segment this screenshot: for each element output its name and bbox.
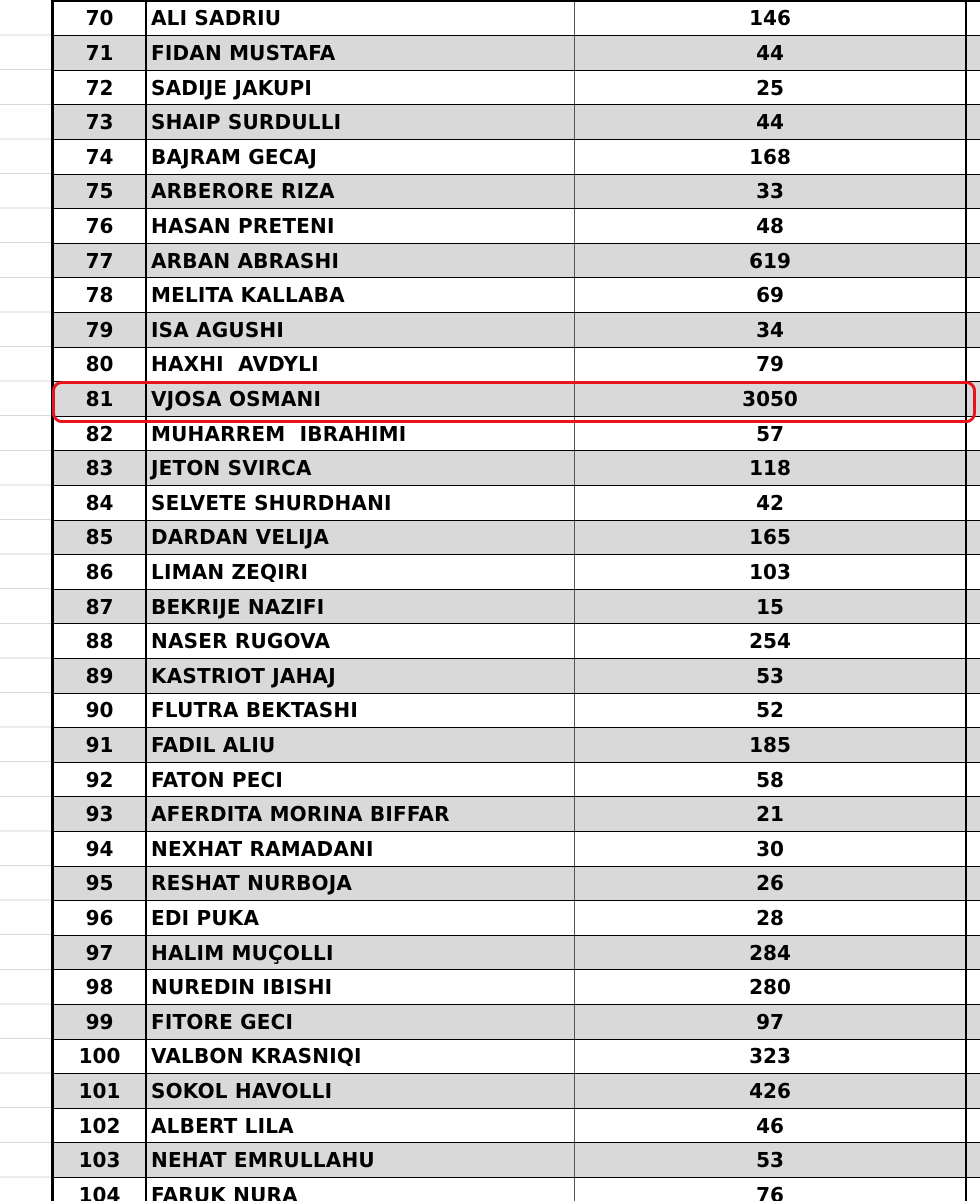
candidate-number-cell[interactable]: 79 xyxy=(54,313,147,347)
votes-cell[interactable]: 619 xyxy=(575,244,967,278)
votes-cell[interactable]: 52 xyxy=(575,694,967,728)
candidate-number-cell[interactable]: 96 xyxy=(54,901,147,935)
candidate-number-cell[interactable]: 88 xyxy=(54,624,147,658)
candidate-number-cell[interactable]: 81 xyxy=(54,382,147,416)
empty-cell[interactable] xyxy=(967,1178,980,1201)
table-row[interactable] xyxy=(54,36,980,71)
table-row[interactable] xyxy=(54,244,980,279)
candidate-number-cell[interactable]: 91 xyxy=(54,728,147,762)
empty-cell[interactable] xyxy=(967,36,980,70)
table-row[interactable] xyxy=(54,659,980,694)
candidate-number-cell[interactable]: 97 xyxy=(54,936,147,970)
votes-cell[interactable]: 185 xyxy=(575,728,967,762)
table-row[interactable] xyxy=(54,1040,980,1075)
empty-cell[interactable] xyxy=(967,175,980,209)
votes-cell[interactable]: 323 xyxy=(575,1040,967,1074)
votes-cell[interactable]: 44 xyxy=(575,36,967,70)
candidate-number-cell[interactable]: 74 xyxy=(54,140,147,174)
table-row[interactable] xyxy=(54,1074,980,1109)
votes-cell[interactable]: 76 xyxy=(575,1178,967,1201)
candidate-name-cell[interactable]: FATON PECI xyxy=(147,763,575,797)
candidate-name-cell[interactable]: NEXHAT RAMADANI xyxy=(147,832,575,866)
empty-cell[interactable] xyxy=(967,970,980,1004)
votes-cell[interactable]: 79 xyxy=(575,348,967,382)
candidate-number-cell[interactable]: 76 xyxy=(54,209,147,243)
table-row[interactable] xyxy=(54,105,980,140)
candidate-name-cell[interactable]: MELITA KALLABA xyxy=(147,278,575,312)
table-row[interactable] xyxy=(54,970,980,1005)
empty-cell[interactable] xyxy=(967,624,980,658)
candidate-name-cell[interactable]: MUHARREM IBRAHIMI xyxy=(147,417,575,451)
votes-cell[interactable]: 15 xyxy=(575,590,967,624)
empty-cell[interactable] xyxy=(967,71,980,105)
votes-cell[interactable]: 53 xyxy=(575,659,967,693)
candidate-number-cell[interactable]: 98 xyxy=(54,970,147,1004)
votes-cell[interactable]: 28 xyxy=(575,901,967,935)
table-row[interactable] xyxy=(54,1178,980,1201)
candidate-name-cell[interactable]: NUREDIN IBISHI xyxy=(147,970,575,1004)
empty-cell[interactable] xyxy=(967,901,980,935)
candidate-number-cell[interactable]: 102 xyxy=(54,1109,147,1143)
candidate-name-cell[interactable]: FITORE GECI xyxy=(147,1005,575,1039)
empty-cell[interactable] xyxy=(967,209,980,243)
candidate-number-cell[interactable]: 78 xyxy=(54,278,147,312)
candidate-name-cell[interactable]: EDI PUKA xyxy=(147,901,575,935)
table-row[interactable] xyxy=(54,209,980,244)
table-row[interactable] xyxy=(54,797,980,832)
votes-cell[interactable]: 103 xyxy=(575,555,967,589)
votes-cell[interactable]: 46 xyxy=(575,1109,967,1143)
candidate-number-cell[interactable]: 90 xyxy=(54,694,147,728)
candidate-number-cell[interactable]: 100 xyxy=(54,1040,147,1074)
candidate-name-cell[interactable]: SOKOL HAVOLLI xyxy=(147,1074,575,1108)
table-row[interactable] xyxy=(54,1005,980,1040)
votes-cell[interactable]: 168 xyxy=(575,140,967,174)
table-row[interactable] xyxy=(54,555,980,590)
candidate-name-cell[interactable]: HAXHI AVDYLI xyxy=(147,348,575,382)
table-row[interactable] xyxy=(54,140,980,175)
votes-cell[interactable]: 44 xyxy=(575,105,967,139)
candidate-name-cell[interactable]: ARBAN ABRASHI xyxy=(147,244,575,278)
candidate-name-cell[interactable]: KASTRIOT JAHAJ xyxy=(147,659,575,693)
table-row[interactable] xyxy=(54,763,980,798)
empty-cell[interactable] xyxy=(967,451,980,485)
table-row[interactable] xyxy=(54,728,980,763)
empty-cell[interactable] xyxy=(967,659,980,693)
empty-cell[interactable] xyxy=(967,797,980,831)
votes-cell[interactable]: 33 xyxy=(575,175,967,209)
candidate-number-cell[interactable]: 85 xyxy=(54,521,147,555)
candidate-number-cell[interactable]: 92 xyxy=(54,763,147,797)
candidate-name-cell[interactable]: SADIJE JAKUPI xyxy=(147,71,575,105)
candidate-name-cell[interactable]: BEKRIJE NAZIFI xyxy=(147,590,575,624)
table-row[interactable] xyxy=(54,521,980,556)
votes-cell[interactable]: 48 xyxy=(575,209,967,243)
empty-cell[interactable] xyxy=(967,417,980,451)
candidate-name-cell[interactable]: FLUTRA BEKTASHI xyxy=(147,694,575,728)
table-row[interactable] xyxy=(54,624,980,659)
candidate-name-cell[interactable]: VALBON KRASNIQI xyxy=(147,1040,575,1074)
candidate-number-cell[interactable]: 99 xyxy=(54,1005,147,1039)
table-row[interactable] xyxy=(54,867,980,902)
candidate-name-cell[interactable]: HASAN PRETENI xyxy=(147,209,575,243)
table-row[interactable] xyxy=(54,451,980,486)
empty-cell[interactable] xyxy=(967,278,980,312)
empty-cell[interactable] xyxy=(967,348,980,382)
table-row[interactable] xyxy=(54,901,980,936)
candidate-name-cell[interactable]: SHAIP SURDULLI xyxy=(147,105,575,139)
candidate-number-cell[interactable]: 101 xyxy=(54,1074,147,1108)
candidate-name-cell[interactable]: ALBERT LILA xyxy=(147,1109,575,1143)
empty-cell[interactable] xyxy=(967,728,980,762)
candidate-name-cell[interactable]: SELVETE SHURDHANI xyxy=(147,486,575,520)
votes-cell[interactable]: 58 xyxy=(575,763,967,797)
candidate-number-cell[interactable]: 93 xyxy=(54,797,147,831)
empty-cell[interactable] xyxy=(967,694,980,728)
votes-cell[interactable]: 280 xyxy=(575,970,967,1004)
empty-column-gutter[interactable] xyxy=(0,0,52,1201)
candidate-name-cell[interactable]: ISA AGUSHI xyxy=(147,313,575,347)
empty-cell[interactable] xyxy=(967,1143,980,1177)
table-row[interactable] xyxy=(54,486,980,521)
candidate-name-cell[interactable]: RESHAT NURBOJA xyxy=(147,867,575,901)
votes-cell[interactable]: 165 xyxy=(575,521,967,555)
votes-cell[interactable]: 57 xyxy=(575,417,967,451)
empty-cell[interactable] xyxy=(967,867,980,901)
empty-cell[interactable] xyxy=(967,936,980,970)
table-row-highlighted[interactable] xyxy=(54,382,980,417)
votes-cell[interactable]: 284 xyxy=(575,936,967,970)
candidate-name-cell[interactable]: FARUK NURA xyxy=(147,1178,575,1201)
table-row[interactable] xyxy=(54,348,980,383)
votes-cell[interactable]: 69 xyxy=(575,278,967,312)
candidate-number-cell[interactable]: 84 xyxy=(54,486,147,520)
candidate-name-cell[interactable]: FIDAN MUSTAFA xyxy=(147,36,575,70)
candidate-number-cell[interactable]: 77 xyxy=(54,244,147,278)
votes-cell[interactable]: 426 xyxy=(575,1074,967,1108)
table-row[interactable] xyxy=(54,936,980,971)
candidate-name-cell[interactable]: LIMAN ZEQIRI xyxy=(147,555,575,589)
candidate-name-cell[interactable]: AFERDITA MORINA BIFFAR xyxy=(147,797,575,831)
candidate-name-cell[interactable]: ALI SADRIU xyxy=(147,2,575,36)
candidate-number-cell[interactable]: 73 xyxy=(54,105,147,139)
votes-cell[interactable]: 25 xyxy=(575,71,967,105)
candidate-number-cell[interactable]: 89 xyxy=(54,659,147,693)
table-row[interactable] xyxy=(54,313,980,348)
candidate-number-cell[interactable]: 71 xyxy=(54,36,147,70)
candidate-number-cell[interactable]: 103 xyxy=(54,1143,147,1177)
empty-cell[interactable] xyxy=(967,555,980,589)
candidate-number-cell[interactable]: 86 xyxy=(54,555,147,589)
empty-cell[interactable] xyxy=(967,1074,980,1108)
table-row[interactable] xyxy=(54,175,980,210)
candidate-number-cell[interactable]: 80 xyxy=(54,348,147,382)
votes-cell[interactable]: 254 xyxy=(575,624,967,658)
candidate-name-cell[interactable]: DARDAN VELIJA xyxy=(147,521,575,555)
votes-cell[interactable]: 3050 xyxy=(575,382,967,416)
table-row[interactable] xyxy=(54,590,980,625)
candidate-name-cell[interactable]: FADIL ALIU xyxy=(147,728,575,762)
candidate-name-cell[interactable]: ARBERORE RIZA xyxy=(147,175,575,209)
candidate-name-cell[interactable]: HALIM MUÇOLLI xyxy=(147,936,575,970)
empty-cell[interactable] xyxy=(967,832,980,866)
empty-cell[interactable] xyxy=(967,313,980,347)
candidate-name-cell[interactable]: VJOSA OSMANI xyxy=(147,382,575,416)
empty-cell[interactable] xyxy=(967,2,980,36)
candidate-number-cell[interactable]: 104 xyxy=(54,1178,147,1201)
votes-cell[interactable]: 34 xyxy=(575,313,967,347)
votes-cell[interactable]: 21 xyxy=(575,797,967,831)
table-row[interactable] xyxy=(54,278,980,313)
votes-cell[interactable]: 42 xyxy=(575,486,967,520)
votes-cell[interactable]: 146 xyxy=(575,2,967,36)
votes-cell[interactable]: 30 xyxy=(575,832,967,866)
votes-cell[interactable]: 53 xyxy=(575,1143,967,1177)
candidate-number-cell[interactable]: 83 xyxy=(54,451,147,485)
empty-cell[interactable] xyxy=(967,486,980,520)
votes-cell[interactable]: 118 xyxy=(575,451,967,485)
candidate-name-cell[interactable]: NASER RUGOVA xyxy=(147,624,575,658)
candidate-name-cell[interactable]: JETON SVIRCA xyxy=(147,451,575,485)
candidate-number-cell[interactable]: 75 xyxy=(54,175,147,209)
empty-cell[interactable] xyxy=(967,382,980,416)
empty-cell[interactable] xyxy=(967,1005,980,1039)
votes-cell[interactable]: 97 xyxy=(575,1005,967,1039)
table-row[interactable] xyxy=(54,832,980,867)
empty-cell[interactable] xyxy=(967,763,980,797)
candidate-number-cell[interactable]: 82 xyxy=(54,417,147,451)
table-row[interactable] xyxy=(54,1143,980,1178)
empty-cell[interactable] xyxy=(967,244,980,278)
empty-cell[interactable] xyxy=(967,140,980,174)
candidate-name-cell[interactable]: BAJRAM GECAJ xyxy=(147,140,575,174)
candidate-number-cell[interactable]: 95 xyxy=(54,867,147,901)
candidate-number-cell[interactable]: 94 xyxy=(54,832,147,866)
empty-cell[interactable] xyxy=(967,521,980,555)
empty-cell[interactable] xyxy=(967,590,980,624)
candidate-number-cell[interactable]: 87 xyxy=(54,590,147,624)
table-row[interactable] xyxy=(54,2,980,37)
empty-cell[interactable] xyxy=(967,105,980,139)
empty-cell[interactable] xyxy=(967,1109,980,1143)
table-row[interactable] xyxy=(54,1109,980,1144)
candidate-number-cell[interactable]: 72 xyxy=(54,71,147,105)
table-row[interactable] xyxy=(54,417,980,452)
candidate-name-cell[interactable]: NEHAT EMRULLAHU xyxy=(147,1143,575,1177)
table-row[interactable] xyxy=(54,71,980,106)
table-row[interactable] xyxy=(54,694,980,729)
votes-cell[interactable]: 26 xyxy=(575,867,967,901)
empty-cell[interactable] xyxy=(967,1040,980,1074)
candidate-number-cell[interactable]: 70 xyxy=(54,2,147,36)
